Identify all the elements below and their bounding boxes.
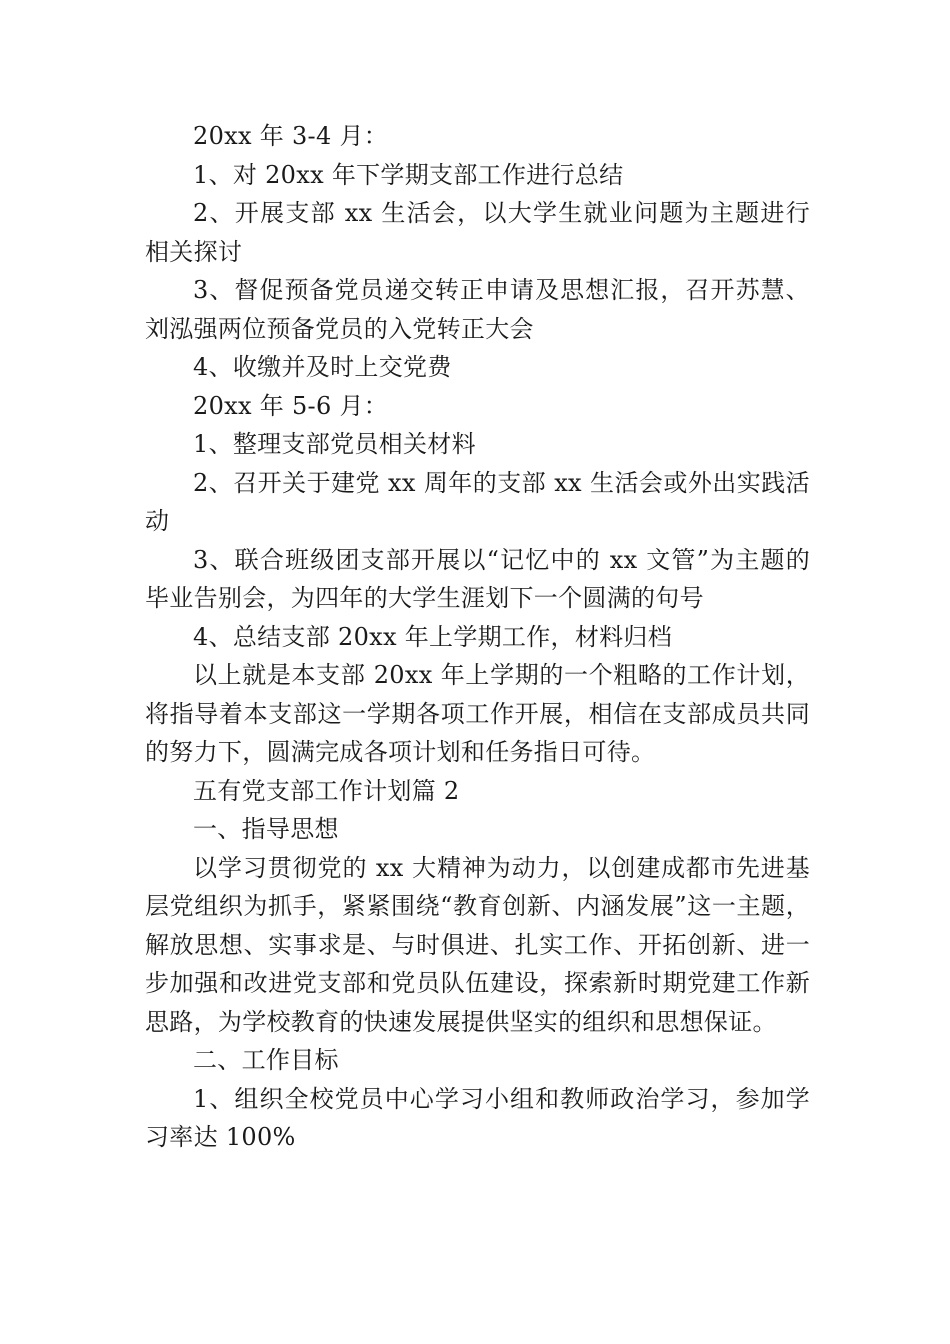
section-heading-mar-apr: 20xx 年 3-4 月： <box>193 122 389 150</box>
section-heading-guiding-ideology: 一、指导思想 <box>193 815 339 843</box>
list-item: 4、收缴并及时上交党费 <box>193 353 452 381</box>
summary-paragraph: 以上就是本支部 20xx 年上学期的一个粗略的工作计划，将指导着本支部这一学期各项工作开展，相信在支部成员共同的努力下，圆满完成各项计划和任务指日可待。 <box>145 661 810 766</box>
list-item: 1、组织全校党员中心学习小组和教师政治学习，参加学习率达 100% <box>145 1084 810 1151</box>
article-title: 五有党支部工作计划篇 2 <box>193 776 460 805</box>
body-paragraph: 以学习贯彻党的 xx 大精神为动力，以创建成都市先进基层党组织为抓手，紧紧围绕“教育创新、内涵发展”这一主题，解放思想、实事求是、与时俱进、扎实工作、开拓创新、进一步加强和改进党支部和党员队伍建设，探索新时期党建工作新思路，为学校教育的快速发展提供坚实的组织和思想保证。 <box>145 853 810 1036</box>
section-heading-may-jun: 20xx 年 5-6 月： <box>193 391 389 420</box>
list-item: 1、整理支部党员相关材料 <box>193 430 476 458</box>
list-item: 3、督促预备党员递交转正申请及思想汇报，召开苏慧、刘泓强两位预备党员的入党转正大会 <box>145 276 810 343</box>
section-heading-work-goals: 二、工作目标 <box>193 1046 339 1074</box>
list-item: 1、对 20xx 年下学期支部工作进行总结 <box>193 160 624 189</box>
list-item: 3、联合班级团支部开展以“记忆中的 xx 文管”为主题的毕业告别会，为四年的大学生涯划下一个圆满的句号 <box>145 545 810 612</box>
list-item: 4、总结支部 20xx 年上学期工作，材料归档 <box>193 622 673 651</box>
list-item: 2、召开关于建党 xx 周年的支部 xx 生活会或外出实践活动 <box>145 468 810 535</box>
document-body <box>145 117 810 1157</box>
list-item: 2、开展支部 xx 生活会，以大学生就业问题为主题进行相关探讨 <box>145 199 810 266</box>
